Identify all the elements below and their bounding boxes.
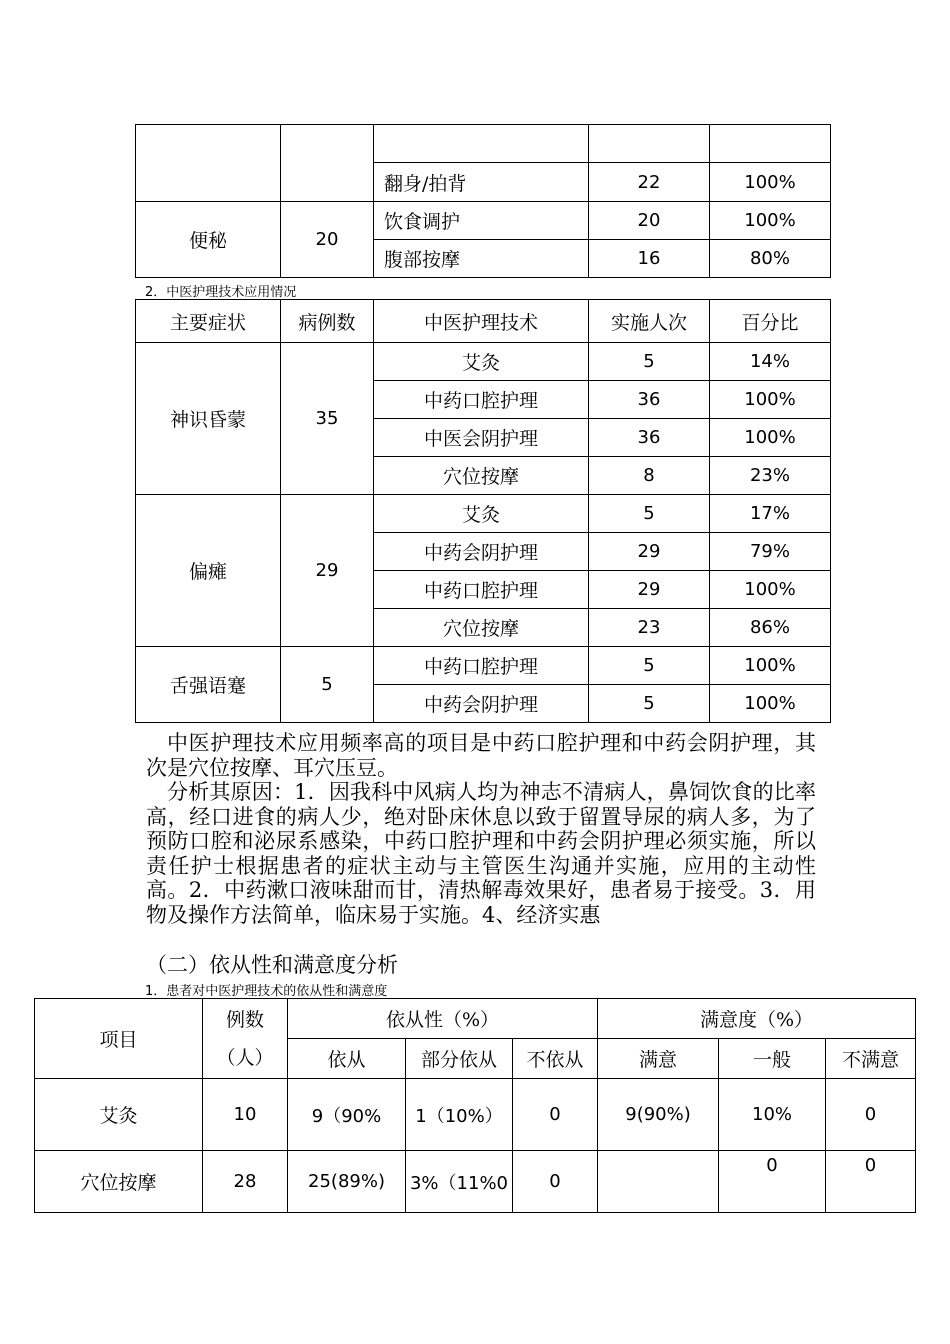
cases-cell bbox=[281, 125, 374, 202]
tech-cell: 饮食调护 bbox=[374, 202, 589, 240]
item-cell: 艾灸 bbox=[35, 1079, 203, 1151]
count-cell: 8 bbox=[589, 457, 710, 495]
tech-cell: 翻身/拍背 bbox=[374, 163, 589, 202]
table-row bbox=[136, 125, 831, 163]
symptom-cell: 神识昏蒙 bbox=[136, 343, 281, 495]
column-header: 中医护理技术 bbox=[374, 300, 589, 343]
comply-cell: 9（90% bbox=[288, 1079, 406, 1151]
item-cell: 穴位按摩 bbox=[35, 1151, 203, 1213]
symptom-cell: 偏瘫 bbox=[136, 495, 281, 647]
percent-cell: 100% bbox=[710, 202, 831, 240]
section-caption: 1．患者对中医护理技术的依从性和满意度 bbox=[145, 984, 388, 999]
column-subheader: 依从 bbox=[288, 1039, 406, 1079]
satisfied-cell bbox=[598, 1151, 719, 1213]
count-cell: 23 bbox=[589, 609, 710, 647]
percent-cell: 100% bbox=[710, 685, 831, 723]
cases-cell: 20 bbox=[281, 202, 374, 278]
table-tcm-usage bbox=[135, 299, 831, 723]
table-header-row bbox=[35, 999, 916, 1039]
cases-cell: 35 bbox=[281, 343, 374, 495]
percent-cell: 23% bbox=[710, 457, 831, 495]
percent-cell: 100% bbox=[710, 571, 831, 609]
table-compliance bbox=[34, 998, 916, 1213]
percent-cell: 100% bbox=[710, 163, 831, 202]
percent-cell: 17% bbox=[710, 495, 831, 533]
satisfied-cell: 9(90%) bbox=[598, 1079, 719, 1151]
column-header-compliance: 依从性（%） bbox=[288, 999, 598, 1039]
noncomply-cell: 0 bbox=[513, 1151, 598, 1213]
tech-cell: 腹部按摩 bbox=[374, 240, 589, 278]
percent-cell: 86% bbox=[710, 609, 831, 647]
cases-cell: 29 bbox=[281, 495, 374, 647]
column-subheader: 不依从 bbox=[513, 1039, 598, 1079]
column-header: 百分比 bbox=[710, 300, 831, 343]
column-subheader: 一般 bbox=[719, 1039, 826, 1079]
tech-cell: 中药口腔护理 bbox=[374, 571, 589, 609]
table-row bbox=[136, 495, 831, 533]
count-cell: 29 bbox=[589, 533, 710, 571]
cases-cell: 10 bbox=[203, 1079, 288, 1151]
percent-cell: 80% bbox=[710, 240, 831, 278]
cases-unit: （人） bbox=[216, 1046, 274, 1069]
cases-cell: 28 bbox=[203, 1151, 288, 1213]
count-cell: 29 bbox=[589, 571, 710, 609]
table-row bbox=[35, 1151, 916, 1213]
count-cell: 20 bbox=[589, 202, 710, 240]
section-heading: （二）依从性和满意度分析 bbox=[146, 953, 398, 977]
section-caption: 2．中医护理技术应用情况 bbox=[145, 285, 297, 300]
count-cell: 16 bbox=[589, 240, 710, 278]
table-row bbox=[136, 343, 831, 381]
count-cell: 5 bbox=[589, 685, 710, 723]
table-continuation bbox=[135, 124, 831, 278]
unsatisfied-cell: 0 bbox=[826, 1079, 916, 1151]
count-cell: 5 bbox=[589, 647, 710, 685]
column-subheader: 部分依从 bbox=[406, 1039, 513, 1079]
percent-cell: 100% bbox=[710, 647, 831, 685]
column-header-item: 项目 bbox=[35, 999, 203, 1079]
percent-cell: 100% bbox=[710, 419, 831, 457]
tech-cell: 中医会阴护理 bbox=[374, 419, 589, 457]
cases-label: 例数 bbox=[225, 1008, 264, 1031]
symptom-cell: 便秘 bbox=[136, 202, 281, 278]
tech-cell: 中药口腔护理 bbox=[374, 647, 589, 685]
tech-cell: 穴位按摩 bbox=[374, 457, 589, 495]
percent-cell bbox=[710, 125, 831, 163]
percent-cell: 14% bbox=[710, 343, 831, 381]
column-subheader: 不满意 bbox=[826, 1039, 916, 1079]
general-cell: 0 bbox=[719, 1151, 826, 1213]
tech-cell: 中药会阴护理 bbox=[374, 685, 589, 723]
column-header-satisfaction: 满意度（%） bbox=[598, 999, 916, 1039]
column-header-cases bbox=[203, 999, 288, 1079]
tech-cell: 穴位按摩 bbox=[374, 609, 589, 647]
count-cell bbox=[589, 125, 710, 163]
count-cell: 22 bbox=[589, 163, 710, 202]
tech-cell: 艾灸 bbox=[374, 495, 589, 533]
count-cell: 36 bbox=[589, 419, 710, 457]
table-row bbox=[35, 1079, 916, 1151]
symptom-cell: 舌强语蹇 bbox=[136, 647, 281, 723]
count-cell: 36 bbox=[589, 381, 710, 419]
column-header: 实施人次 bbox=[589, 300, 710, 343]
paragraph-analysis: 分析其原因：1．因我科中风病人均为神志不清病人，鼻饲饮食的比率高，经口进食的病人少，绝对卧床休息以致于留置导尿的病人多，为了预防口腔和泌尿系感染，中药口腔护理和中药会阴护理必须实施，所以责任护士根据患者的症状主动与主管医生沟通并实施，应用的主动性高。2．中药漱口液味甜而甘，清热解毒效果好，患者易于接受。3．用物及操作方法简单，临床易于实施。4、经济实惠 bbox=[146, 780, 816, 927]
tech-cell bbox=[374, 125, 589, 163]
percent-cell: 79% bbox=[710, 533, 831, 571]
percent-cell: 100% bbox=[710, 381, 831, 419]
column-subheader: 满意 bbox=[598, 1039, 719, 1079]
column-header: 病例数 bbox=[281, 300, 374, 343]
tech-cell: 中药会阴护理 bbox=[374, 533, 589, 571]
cases-cell: 5 bbox=[281, 647, 374, 723]
tech-cell: 中药口腔护理 bbox=[374, 381, 589, 419]
partial-cell: 1（10%） bbox=[406, 1079, 513, 1151]
comply-cell: 25(89%) bbox=[288, 1151, 406, 1213]
count-cell: 5 bbox=[589, 495, 710, 533]
count-cell: 5 bbox=[589, 343, 710, 381]
unsatisfied-cell: 0 bbox=[826, 1151, 916, 1213]
noncomply-cell: 0 bbox=[513, 1079, 598, 1151]
column-header: 主要症状 bbox=[136, 300, 281, 343]
table-header-row bbox=[136, 300, 831, 343]
general-cell: 10% bbox=[719, 1079, 826, 1151]
partial-cell: 3%（11%0 bbox=[406, 1151, 513, 1213]
table-row bbox=[136, 202, 831, 240]
symptom-cell bbox=[136, 125, 281, 202]
paragraph-frequency: 中医护理技术应用频率高的项目是中药口腔护理和中药会阴护理，其次是穴位按摩、耳穴压豆。 bbox=[146, 731, 816, 780]
tech-cell: 艾灸 bbox=[374, 343, 589, 381]
table-row bbox=[136, 647, 831, 685]
